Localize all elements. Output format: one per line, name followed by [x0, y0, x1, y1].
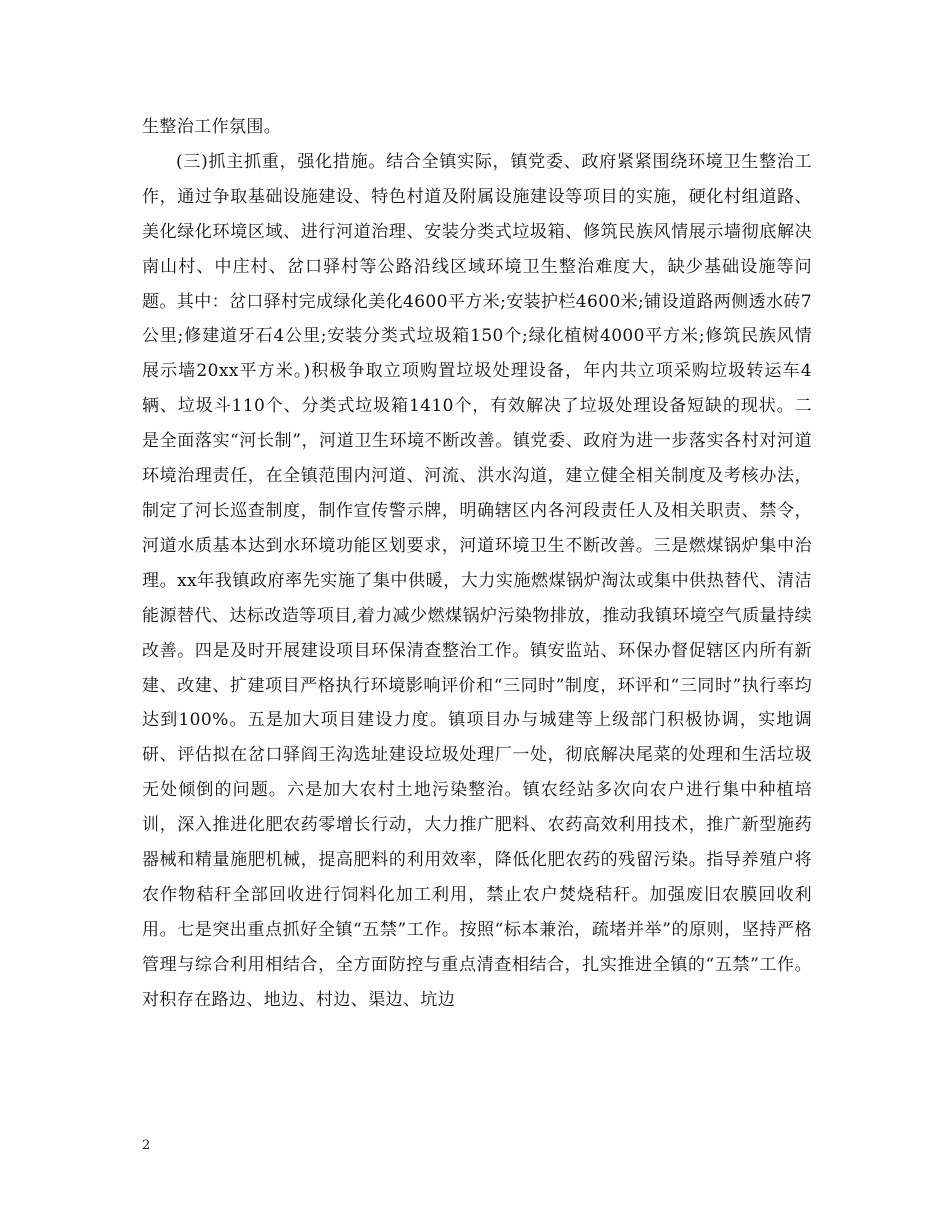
paragraph-section-three: (三)抓主抓重，强化措施。结合全镇实际，镇党委、政府紧紧围绕环境卫生整治工作，通过争取基础设施建设、特色村道及附属设施建设等项目的实施，硬化村组道路、美化绿化环境区域、进行河道治理、安装分类式垃圾箱、修筑民族风情展示墙彻底解决南山村、中庄村、岔口驿村等公路沿线区域环境卫生整治难度大，缺少基础设施等问题。其中：岔口驿村完成绿化美化4600平方米;安装护栏4600米;铺设道路两侧透水砖7公里;修建道牙石4公里;安装分类式垃圾箱150个;绿化植树4000平方米;修筑民族风情展示墙20xx平方米。)积极争取立项购置垃圾处理设备，年内共立项采购垃圾转运车4辆、垃圾斗110个、分类式垃圾箱1410个，有效解决了垃圾处理设备短缺的现状。二是全面落实“河长制”，河道卫生环境不断改善。镇党委、政府为进一步落实各村对河道环境治理责任，在全镇范围内河道、河流、洪水沟道，建立健全相关制度及考核办法，制定了河长巡查制度，制作宣传警示牌，明确辖区内各河段责任人及相关职责、禁令，河道水质基本达到水环境功能区划要求，河道环境卫生不断改善。三是燃煤锅炉集中治理。xx年我镇政府率先实施了集中供暖，大力实施燃煤锅炉淘汰或集中供热替代、清洁能源替代、达标改造等项目,着力减少燃煤锅炉污染物排放，推动我镇环境空气质量持续改善。四是及时开展建设项目环保清查整治工作。镇安监站、环保办督促辖区内所有新建、改建、扩建项目严格执行环境影响评价和“三同时”制度，环评和“三同时”执行率均达到100%。五是加大项目建设力度。镇项目办与城建等上级部门积极协调，实地调研、评估拟在岔口驿阎王沟选址建设垃圾处理厂一处，彻底解决尾菜的处理和生活垃圾无处倾倒的问题。六是加大农村土地污染整治。镇农经站多次向农户进行集中种植培训，深入推进化肥农药零增长行动，大力推广肥料、农药高效利用技术，推广新型施药器械和精量施肥机械，提高肥料的利用效率，降低化肥农药的残留污染。指导养殖户将农作物秸秆全部回收进行饲料化加工利用，禁止农户焚烧秸秆。加强废旧农膜回收利用。七是突出重点抓好全镇“五禁”工作。按照“标本兼治，疏堵并举”的原则，坚持严格管理与综合利用相结合，全方面防控与重点清查相结合，扎实推进全镇的“五禁”工作。对积存在路边、地边、村边、渠边、坑边: [142, 151, 812, 1010]
page-number: 2: [142, 1138, 151, 1153]
paragraph-continuation: 生整治工作氛围。: [142, 117, 282, 137]
document-body: [142, 110, 812, 1018]
